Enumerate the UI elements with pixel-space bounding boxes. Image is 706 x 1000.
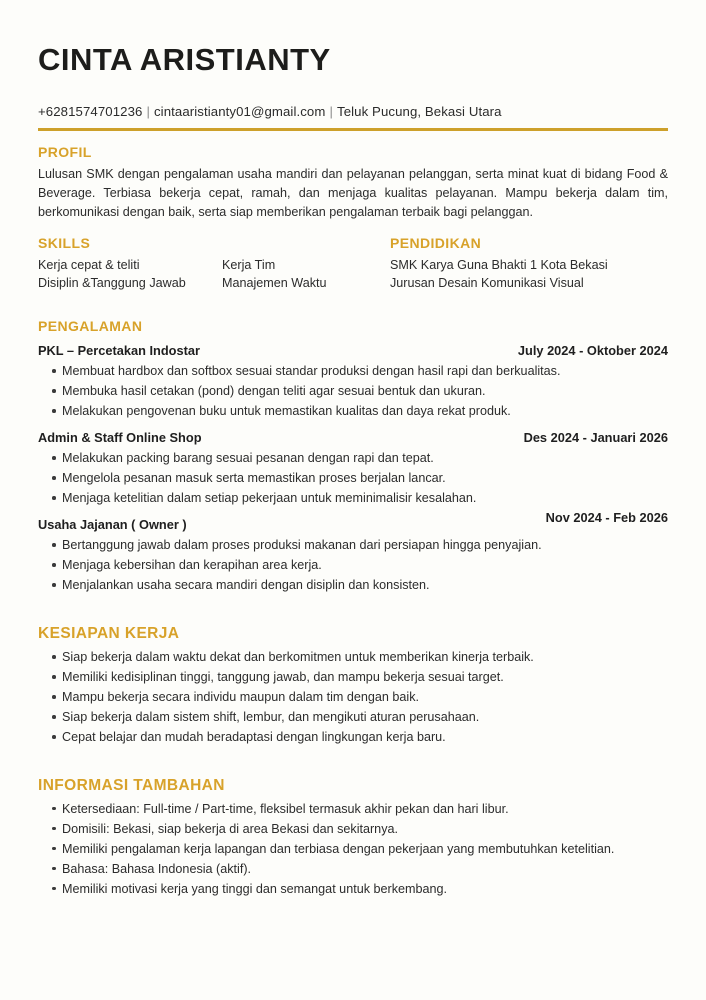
section-heading-education: PENDIDIKAN: [390, 234, 482, 251]
job-title: PKL – Percetakan Indostar: [38, 343, 200, 359]
list-item: Bertanggung jawab dalam proses produksi makanan dari persiapan hingga penyajian.: [38, 535, 668, 555]
phone-number: +6281574701236: [38, 104, 143, 120]
profile-text: Lulusan SMK dengan pengalaman usaha mandiri dan pelayanan pelanggan, serta minat kuat di bidang Food & Beverage. Terbiasa bekerja cepat, ramah, dan menjaga kualitas pelayanan. Mampu bekerja dalam tim, berkomunikasi dengan baik, serta siap memberikan pengalaman terbaik bagi pelanggan.: [38, 166, 668, 219]
education-school: SMK Karya Guna Bhakti 1 Kota Bekasi: [390, 257, 608, 272]
job-bullet-list: [38, 535, 668, 595]
contact-line: [38, 77, 668, 119]
section-experience: [38, 318, 668, 596]
list-item: Ketersediaan: Full-time / Part-time, fleksibel termasuk akhir pekan dan hari libur.: [38, 799, 668, 819]
experience-entry-header: [38, 343, 668, 358]
list-item: Siap bekerja dalam sistem shift, lembur, dan mengikuti aturan perusahaan.: [38, 707, 668, 727]
skills-education-body: [38, 256, 668, 292]
job-title: Usaha Jajanan ( Owner ): [38, 517, 187, 533]
skill-item: Kerja Tim: [222, 257, 276, 272]
list-item: Membuka hasil cetakan (pond) dengan teliti agar sesuai bentuk dan ukuran.: [38, 381, 668, 401]
list-item: Mampu bekerja secara individu maupun dalam tim dengan baik.: [38, 687, 668, 707]
additional-bullet-list: [38, 799, 668, 899]
candidate-name: CINTA ARISTIANTY: [38, 42, 331, 77]
section-heading-additional-info: INFORMASI TAMBAHAN: [38, 777, 225, 795]
education-major: Jurusan Desain Komunikasi Visual: [390, 275, 584, 290]
experience-entry-header: [38, 510, 668, 533]
list-item: Cepat belajar dan mudah beradaptasi dengan lingkungan kerja baru.: [38, 727, 668, 747]
list-item: Menjaga ketelitian dalam setiap pekerjaan untuk meminimalisir kesalahan.: [38, 488, 668, 508]
list-item: Domisili: Bekasi, siap bekerja di area Bekasi dan sekitarnya.: [38, 819, 668, 839]
skills-column-2: [222, 256, 327, 292]
list-item: Memiliki kedisiplinan tinggi, tanggung jawab, dan mampu bekerja sesuai target.: [38, 667, 668, 687]
job-date: July 2024 - Oktober 2024: [517, 343, 668, 359]
list-item: Siap bekerja dalam waktu dekat dan berkomitmen untuk memberikan kinerja terbaik.: [38, 647, 668, 667]
email-address: cintaaristianty01@gmail.com: [153, 104, 326, 120]
experience-entry: [38, 343, 668, 421]
list-item: Menjalankan usaha secara mandiri dengan disiplin dan konsisten.: [38, 575, 668, 595]
section-heading-readiness: KESIAPAN KERJA: [38, 625, 180, 643]
skills-columns: [38, 256, 390, 292]
section-heading-skills: SKILLS: [38, 234, 91, 251]
section-heading-profile: PROFIL: [38, 144, 92, 161]
section-additional-info: [38, 777, 668, 899]
list-item: Menjaga kebersihan dan kerapihan area kerja.: [38, 555, 668, 575]
list-item: Memiliki motivasi kerja yang tinggi dan semangat untuk berkembang.: [38, 879, 668, 899]
list-item: Bahasa: Bahasa Indonesia (aktif).: [38, 859, 668, 879]
skills-education-headings: [38, 235, 668, 252]
education-details: [390, 256, 608, 292]
list-item: Melakukan pengovenan buku untuk memastikan kualitas dan daya rekat produk.: [38, 401, 668, 421]
experience-entry: [38, 510, 668, 595]
section-skills-education: [38, 235, 668, 292]
skill-item: Disiplin &Tanggung Jawab: [38, 275, 186, 290]
job-date: Des 2024 - Januari 2026: [523, 430, 668, 446]
skill-item: Kerja cepat & teliti: [38, 257, 140, 272]
job-bullet-list: [38, 448, 668, 508]
job-bullet-list: [38, 361, 668, 421]
job-title: Admin & Staff Online Shop: [38, 430, 202, 446]
location: Teluk Pucung, Bekasi Utara: [337, 104, 502, 120]
job-date: Nov 2024 - Feb 2026: [545, 510, 668, 526]
readiness-bullet-list: [38, 647, 668, 747]
contact-separator-1: |: [146, 104, 150, 120]
experience-entry: [38, 430, 668, 508]
skill-item: Manajemen Waktu: [222, 275, 327, 290]
section-heading-experience: PENGALAMAN: [38, 317, 143, 334]
section-readiness: [38, 625, 668, 747]
section-profile: [38, 144, 668, 222]
list-item: Mengelola pesanan masuk serta memastikan proses berjalan lancar.: [38, 468, 668, 488]
list-item: Melakukan packing barang sesuai pesanan dengan rapi dan tepat.: [38, 448, 668, 468]
list-item: Membuat hardbox dan softbox sesuai standar produksi dengan hasil rapi dan berkualitas.: [38, 361, 668, 381]
list-item: Memiliki pengalaman kerja lapangan dan terbiasa dengan pekerjaan yang membutuhkan ketelitian.: [38, 839, 668, 859]
header-divider: [38, 128, 668, 131]
skills-column-1: [38, 256, 222, 292]
contact-separator-2: |: [329, 104, 333, 120]
experience-entry-header: [38, 430, 668, 445]
